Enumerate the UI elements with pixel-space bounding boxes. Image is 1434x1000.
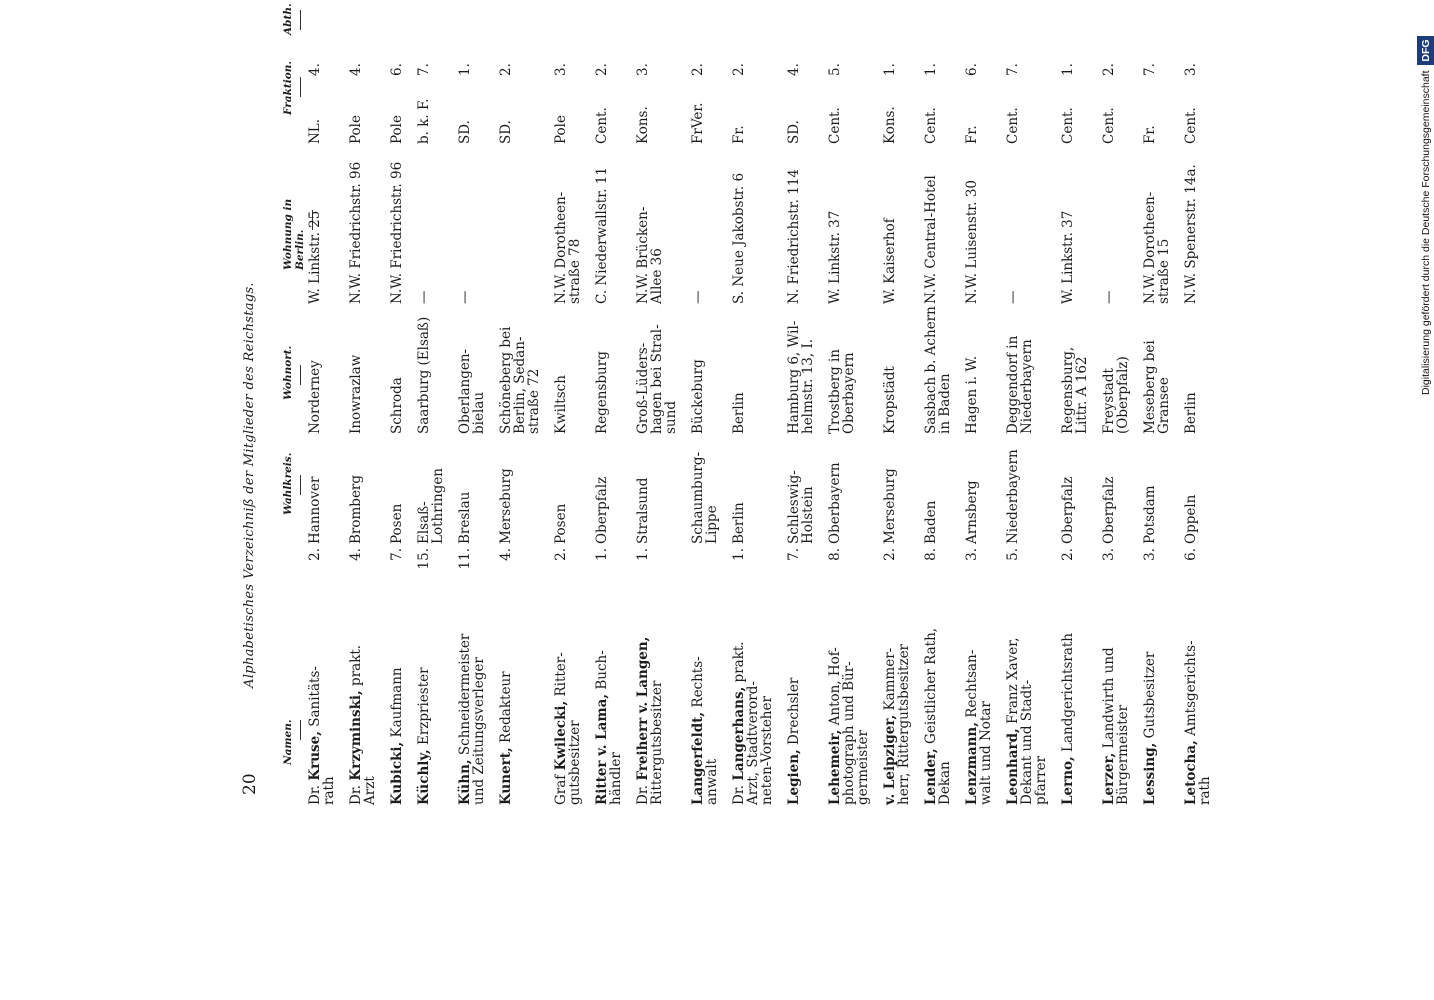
member-name: Lenzmann, [964, 722, 980, 805]
member-occupation: Drechsler [786, 677, 802, 750]
wohnort: Regensburg [594, 351, 610, 434]
wahlkreis-number: 11. [457, 548, 473, 570]
abtheilung: 2. [594, 63, 610, 76]
wahlkreis: Schleswig- Holstein [786, 470, 816, 544]
abtheilung: 2. [690, 63, 706, 76]
wahlkreis-number: 4. [498, 548, 514, 561]
member-occupation: Landwirth und Bürgermeister [1101, 647, 1131, 805]
fraktion: Cent. [594, 107, 610, 144]
member-name-cell [636, 570, 678, 805]
member-name-cell [1184, 570, 1212, 805]
fraktion: Fr. [964, 125, 980, 144]
page-number: 20 [240, 773, 260, 795]
wahlkreis-number: 7. [389, 548, 405, 561]
fraktion: Pole [348, 115, 364, 144]
member-occupation: Landgerichtsrath [1060, 633, 1076, 757]
fraktion: Fr. [731, 125, 747, 144]
name-prefix: Dr. [307, 780, 323, 805]
wahlkreis: Niederbayern [1005, 449, 1021, 544]
abtheilung: 1. [923, 63, 939, 76]
wahlkreis: Schaumburg- Lippe [690, 451, 720, 544]
berlin-address: N.W. Dorotheen- straße 15 [1142, 191, 1172, 304]
header-name: Namen. [282, 720, 301, 765]
wahlkreis-number [691, 544, 719, 570]
rotated-page [240, 3, 1213, 805]
member-occupation: Franz Xaver, Dekant und Stadt- pfarrer [1005, 637, 1049, 805]
wohnort: Hagen i. W. [964, 355, 980, 434]
table-row [458, 0, 486, 805]
header-wohnung: Wohnung in Berlin. [282, 165, 313, 270]
berlin-address: W. Kaiserhof [882, 218, 898, 304]
wahlkreis: Baden [923, 500, 939, 544]
table-row [554, 0, 582, 805]
member-name-cell [965, 570, 993, 805]
wohnort: Sasbach b. Achern in Baden [923, 306, 953, 434]
wohnort: Inowrazlaw [348, 354, 364, 434]
name-prefix: Graf [553, 770, 569, 805]
wahlkreis-number: 2. [307, 548, 323, 561]
wahlkreis-number: 5. [1005, 548, 1021, 561]
member-occupation: Amtsgerichts- rath [1183, 640, 1213, 805]
wohnort: Groß-Lüders- hagen bei Stral- sund [635, 324, 679, 434]
wahlkreis: Hannover [307, 476, 323, 544]
member-name: Letocha, [1183, 740, 1199, 805]
member-name: Kunert, [498, 747, 514, 805]
berlin-address: — [416, 290, 432, 304]
wahlkreis-number: 4. [348, 548, 364, 561]
member-occupation: Buch- händler [594, 650, 624, 805]
member-name-cell [499, 570, 541, 805]
wahlkreis: Oberpfalz [1060, 476, 1076, 544]
member-name-cell [554, 570, 582, 805]
berlin-address: N. Friedrichstr. 114 [786, 169, 802, 304]
member-name-cell [349, 570, 377, 805]
wahlkreis: Elsaß- Lothringen [416, 467, 446, 544]
berlin-address: N.W. Dorotheen- straße 78 [553, 191, 583, 304]
wahlkreis-number: 1. [731, 548, 747, 561]
table-row [787, 0, 815, 805]
member-name: Kruse, [307, 731, 323, 781]
member-name: Lender, [923, 748, 939, 805]
member-name: Legien, [786, 749, 802, 805]
member-name-cell [458, 570, 486, 805]
wahlkreis: Arnsberg [964, 480, 980, 544]
fraktion: Cent. [1101, 107, 1117, 144]
member-name: Kühn, [457, 759, 473, 805]
member-name-cell [1061, 570, 1089, 805]
wohnort: Deggendorf in Niederbayern [1005, 335, 1035, 434]
member-occupation: Kammer- herr, Rittergutsbesitzer [882, 643, 912, 805]
member-name: Leonhard, [1005, 728, 1021, 805]
wohnort: Regensburg, Littr. A 162 [1060, 346, 1090, 434]
member-name: Lerno, [1060, 756, 1076, 805]
member-name: v. Leipziger, [882, 714, 898, 805]
wohnort: Norderney [307, 360, 323, 434]
wahlkreis-number: 3. [1101, 548, 1117, 561]
member-name-cell [883, 570, 911, 805]
fraktion: Cent. [1005, 107, 1021, 144]
abtheilung: 3. [553, 63, 569, 76]
page-title: Alphabetisches Verzeichniß der Mitglieder des Reichstags. [242, 282, 257, 688]
name-prefix: Dr. [731, 780, 747, 805]
wohnort: Schroda [389, 377, 405, 434]
berlin-address: — [690, 290, 706, 304]
berlin-address: N.W. Central-Hotel [923, 175, 939, 304]
wohnort: Berlin [731, 392, 747, 434]
wahlkreis: Potsdam [1142, 485, 1158, 544]
table-row [595, 0, 623, 805]
berlin-address: S. Neue Jakobstr. 6 [731, 172, 747, 304]
header-wahlkreis: Wahlkreis. [282, 453, 301, 515]
fraktion: Kons. [882, 106, 898, 144]
member-name: Kwilecki, [553, 700, 569, 771]
wahlkreis-number: 7. [786, 548, 802, 561]
dfg-logo: DFG [1417, 36, 1434, 64]
abtheilung: 7. [416, 63, 432, 76]
wahlkreis-number: 15. [416, 548, 432, 570]
wohnort: Bückeburg [690, 359, 706, 434]
table-row [390, 0, 404, 805]
wahlkreis: Posen [553, 503, 569, 544]
wohnort: Meseberg bei Gransee [1142, 340, 1172, 434]
table-row [308, 0, 336, 805]
table-row [828, 0, 870, 805]
fraktion: Pole [389, 115, 405, 144]
wahlkreis: Oberbayern [827, 462, 843, 544]
berlin-address: N.W. Brücken- Allee 36 [635, 206, 665, 304]
fraktion: b. k. F. [416, 98, 432, 144]
wahlkreis: Breslau [457, 491, 473, 544]
wahlkreis-number: 8. [923, 548, 939, 561]
header-fraktion: Fraktion. [282, 61, 301, 115]
header-wohnort: Wohnort. [282, 346, 301, 400]
member-name-cell [390, 570, 404, 805]
member-occupation: Anton, Hof- photograph und Bür- germeister [827, 647, 871, 805]
berlin-address: — [1005, 290, 1021, 304]
member-occupation: Kaufmann [389, 667, 405, 742]
abtheilung: 2. [731, 63, 747, 76]
abtheilung: 6. [389, 63, 405, 76]
wahlkreis-number: 8. [827, 548, 843, 561]
wahlkreis: Oberpfalz [594, 476, 610, 544]
fraktion: FrVer. [690, 102, 706, 144]
member-table [308, 0, 1225, 805]
wohnort: Hamburg 6, Wil- helmstr. 13, I. [786, 320, 816, 434]
wahlkreis-number: 2. [553, 548, 569, 561]
member-name-cell [828, 570, 870, 805]
abtheilung: 7. [1005, 63, 1021, 76]
abtheilung: 3. [1183, 63, 1199, 76]
table-row [883, 0, 911, 805]
wahlkreis: Merseburg [498, 468, 514, 544]
abtheilung: 4. [307, 63, 323, 76]
table-row [924, 0, 952, 805]
abtheilung: 3. [635, 63, 651, 76]
member-name: Ritter v. Lama, [594, 693, 610, 805]
berlin-address: W. Linkstr. 37 [1060, 210, 1076, 304]
name-prefix: Dr. [348, 780, 364, 805]
wahlkreis-number: 3. [964, 548, 980, 561]
wohnort: Trostberg in Oberbayern [827, 349, 857, 434]
wahlkreis-number: 2. [882, 548, 898, 561]
member-name-cell [308, 570, 336, 805]
berlin-address: W. Linkstr. 25 [307, 210, 323, 304]
table-row [417, 0, 445, 805]
member-occupation: Redakteur [498, 671, 514, 748]
abtheilung: 2. [1101, 63, 1117, 76]
berlin-address: N.W. Luisenstr. 30 [964, 179, 980, 304]
berlin-address: C. Niederwallstr. 11 [594, 167, 610, 304]
berlin-address: — [457, 290, 473, 304]
table-row [1102, 0, 1130, 805]
member-occupation: Rittergutsbesitzer [649, 680, 665, 805]
fraktion: SD. [457, 120, 473, 144]
member-name: Langerfeldt, [690, 711, 706, 805]
abtheilung: 1. [457, 63, 473, 76]
wahlkreis: Stralsund [635, 477, 651, 544]
member-name-cell [691, 570, 719, 805]
member-occupation: Schneidermeister und Zeitungsverleger [457, 633, 487, 805]
member-occupation: Ritter- gutsbesitzer [553, 652, 583, 805]
wahlkreis: Oberpfalz [1101, 476, 1117, 544]
table-row [1061, 0, 1089, 805]
credit-text: Digitalisierung gefördert durch die Deutsche Forschungsgemeinschaft [1420, 70, 1432, 395]
abtheilung: 7. [1142, 63, 1158, 76]
wohnort: Freystadt (Oberpfalz) [1101, 356, 1131, 434]
fraktion: SD. [498, 120, 514, 144]
name-prefix: Dr. [635, 780, 651, 805]
abtheilung: 5. [827, 63, 843, 76]
table-row [1143, 0, 1171, 805]
wohnort: Kropstädt [882, 366, 898, 434]
member-name-cell [787, 570, 815, 805]
fraktion: Cent. [1183, 107, 1199, 144]
abtheilung: 6. [964, 63, 980, 76]
wohnort: Schöneberg bei Berlin, Sedan- straße 72 [498, 326, 542, 434]
member-name: Lerzer, [1101, 752, 1117, 805]
member-occupation: prakt. Arzt [348, 644, 378, 805]
wohnort: Oberlangen- bielau [457, 348, 487, 434]
member-name: Küchly, [416, 749, 432, 805]
fraktion: Pole [553, 115, 569, 144]
wahlkreis: Bromberg [348, 474, 364, 544]
member-name-cell [1006, 570, 1048, 805]
berlin-address: W. Linkstr. 37 [827, 210, 843, 304]
wahlkreis: Oppeln [1183, 494, 1199, 544]
berlin-address: N.W. Friedrichstr. 96 [389, 161, 405, 304]
wahlkreis: Berlin [731, 502, 747, 544]
fraktion: Cent. [923, 107, 939, 144]
table-row [691, 0, 719, 805]
member-name-cell [595, 570, 623, 805]
member-name: Kubicki, [389, 741, 405, 805]
member-name: Krzyminski, [348, 690, 364, 781]
berlin-address: — [1101, 290, 1117, 304]
member-name-cell [1102, 570, 1130, 805]
table-row [732, 0, 774, 805]
fraktion: Kons. [635, 106, 651, 144]
header-abth: Abth. [282, 3, 301, 35]
berlin-address [499, 144, 541, 304]
berlin-address: N.W. Friedrichstr. 96 [348, 161, 364, 304]
member-name: Langerhans, [731, 686, 747, 781]
wahlkreis-number: 2. [1060, 548, 1076, 561]
member-occupation: Geistlicher Rath, Dekan [923, 627, 953, 805]
abtheilung: 1. [1060, 63, 1076, 76]
member-name-cell [417, 570, 445, 805]
member-occupation: prakt. Arzt, Stadtverord- neten-Vorsteher [731, 641, 775, 805]
member-occupation: Sanitäts- rath [307, 666, 337, 805]
table-row [1006, 0, 1048, 805]
member-occupation: Gutsbesitzer [1142, 651, 1158, 743]
table-row [499, 0, 541, 805]
fraktion: Cent. [827, 107, 843, 144]
member-name-cell [924, 570, 952, 805]
wohnort: Saarburg (Elsaß) [416, 316, 432, 434]
table-row [349, 0, 377, 805]
abtheilung: 1. [882, 63, 898, 76]
member-name: Freiherr v. Langen, [635, 636, 651, 781]
member-name-cell [732, 570, 774, 805]
fraktion: Fr. [1142, 125, 1158, 144]
wahlkreis: Merseburg [882, 468, 898, 544]
wahlkreis-number: 1. [635, 548, 651, 561]
table-row [965, 0, 993, 805]
wohnort: Berlin [1183, 392, 1199, 434]
member-occupation: Rechtsan- walt und Notar [964, 649, 994, 805]
table-row [1184, 0, 1212, 805]
wahlkreis-number: 3. [1142, 548, 1158, 561]
table-row [636, 0, 678, 805]
abtheilung: 4. [348, 63, 364, 76]
wahlkreis-number: 6. [1183, 548, 1199, 561]
member-name: Lehemeir, [827, 729, 843, 805]
member-occupation: Erzpriester [416, 667, 432, 750]
berlin-address: N.W. Spenerstr. 14a. [1183, 164, 1199, 304]
fraktion: Cent. [1060, 107, 1076, 144]
wohnort: Kwiltsch [553, 375, 569, 434]
member-occupation: Rechts- anwalt [690, 656, 720, 805]
member-name: Lessing, [1142, 742, 1158, 805]
dfg-credit [1416, 10, 1434, 395]
abtheilung: 2. [498, 63, 514, 76]
abtheilung: 4. [786, 63, 802, 76]
fraktion: SD. [786, 120, 802, 144]
wahlkreis-number: 1. [594, 548, 610, 561]
member-name-cell [1143, 570, 1171, 805]
fraktion: NL. [307, 118, 323, 144]
wahlkreis: Posen [389, 503, 405, 544]
